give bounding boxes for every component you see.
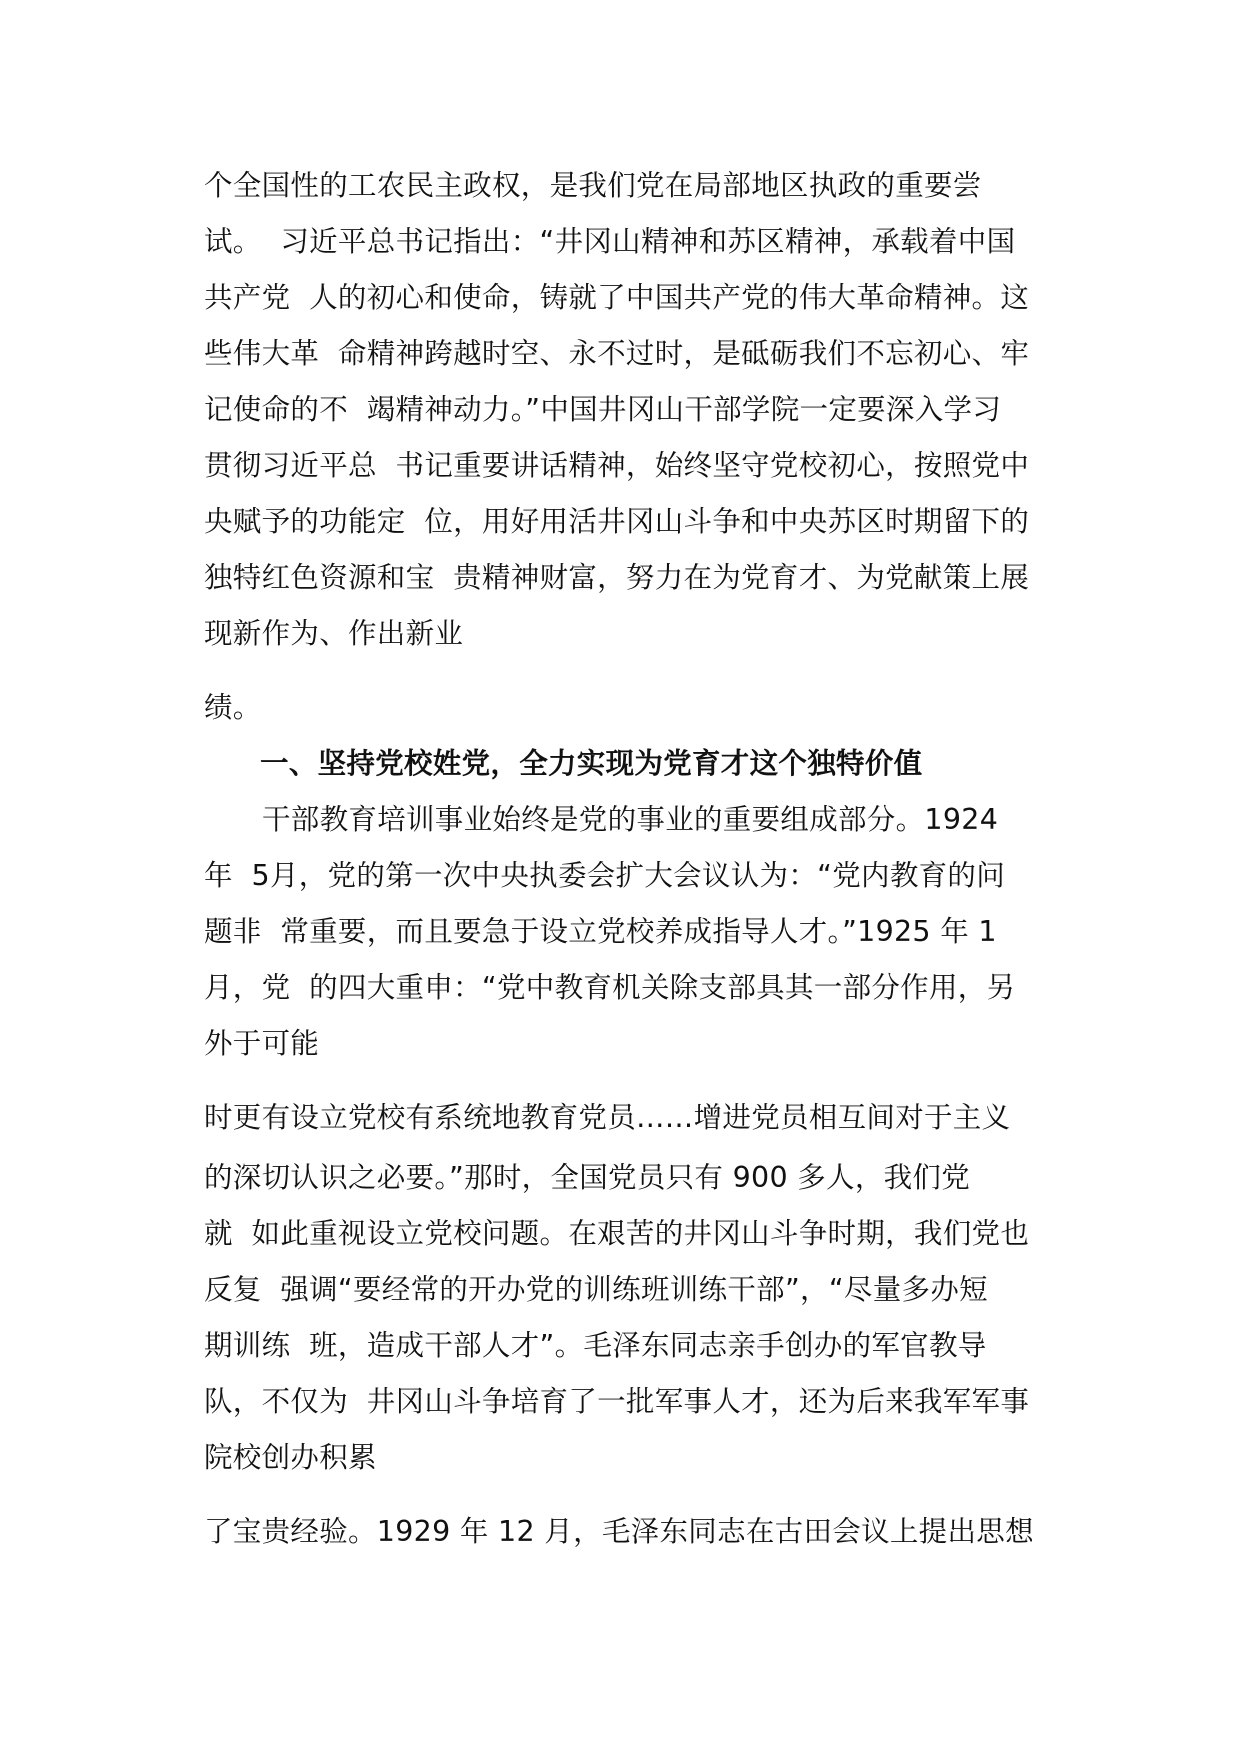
body-text-line: 时更有设立党校有系统地教育党员……增进党员相互间对于主义 (204, 1101, 1011, 1134)
body-text-line: 反复 强调“要经常的开办党的训练班训练干部”，“尽量多办短 (204, 1273, 988, 1306)
body-text-line: 独特红色资源和宝 贵精神财富，努力在为党育才、为党献策上展 (204, 561, 1030, 594)
paragraph-first-line: 干部教育培训事业始终是党的事业的重要组成部分。1924 (262, 803, 999, 836)
section-heading: 一、坚持党校姓党，全力实现为党育才这个独特价值 (260, 747, 923, 780)
body-text-line: 央赋予的功能定 位，用好用活井冈山斗争和中央苏区时期留下的 (204, 505, 1030, 538)
body-text-line: 记使命的不 竭精神动力。”中国井冈山干部学院一定要深入学习 (204, 393, 1002, 426)
body-text-line: 题非 常重要，而且要急于设立党校养成指导人才。”1925 年 1 (204, 915, 997, 948)
body-text-line: 贯彻习近平总 书记重要讲话精神，始终坚守党校初心，按照党中 (204, 449, 1030, 482)
body-text-line: 的深切认识之必要。”那时，全国党员只有 900 多人，我们党 (204, 1161, 971, 1194)
body-text-line: 共产党 人的初心和使命，铸就了中国共产党的伟大革命精神。这 (204, 281, 1030, 314)
body-text-line: 试。 习近平总书记指出：“井冈山精神和苏区精神，承载着中国 (204, 225, 1016, 258)
body-text-line: 期训练 班，造成干部人才”。毛泽东同志亲手创办的军官教导 (204, 1329, 987, 1362)
body-text-line: 队，不仅为 井冈山斗争培育了一批军事人才，还为后来我军军事 (204, 1385, 1030, 1418)
body-text-line: 了宝贵经验。1929 年 12 月，毛泽东同志在古田会议上提出思想 (204, 1515, 1034, 1548)
body-text-line: 些伟大革 命精神跨越时空、永不过时，是砥砺我们不忘初心、牢 (204, 337, 1030, 370)
body-text-line: 绩。 (204, 691, 262, 724)
body-text-line: 现新作为、作出新业 (204, 617, 464, 650)
body-text-line: 就 如此重视设立党校问题。在艰苦的井冈山斗争时期，我们党也 (204, 1217, 1030, 1250)
body-text-line: 年 5月，党的第一次中央执委会扩大会议认为：“党内教育的问 (204, 859, 1006, 892)
body-text-line: 个全国性的工农民主政权，是我们党在局部地区执政的重要尝 (204, 169, 982, 202)
body-text-line: 月，党 的四大重申：“党中教育机关除支部具其一部分作用，另 (204, 971, 1016, 1004)
body-text-line: 院校创办积累 (204, 1441, 377, 1474)
body-text-line: 外于可能 (204, 1027, 320, 1060)
